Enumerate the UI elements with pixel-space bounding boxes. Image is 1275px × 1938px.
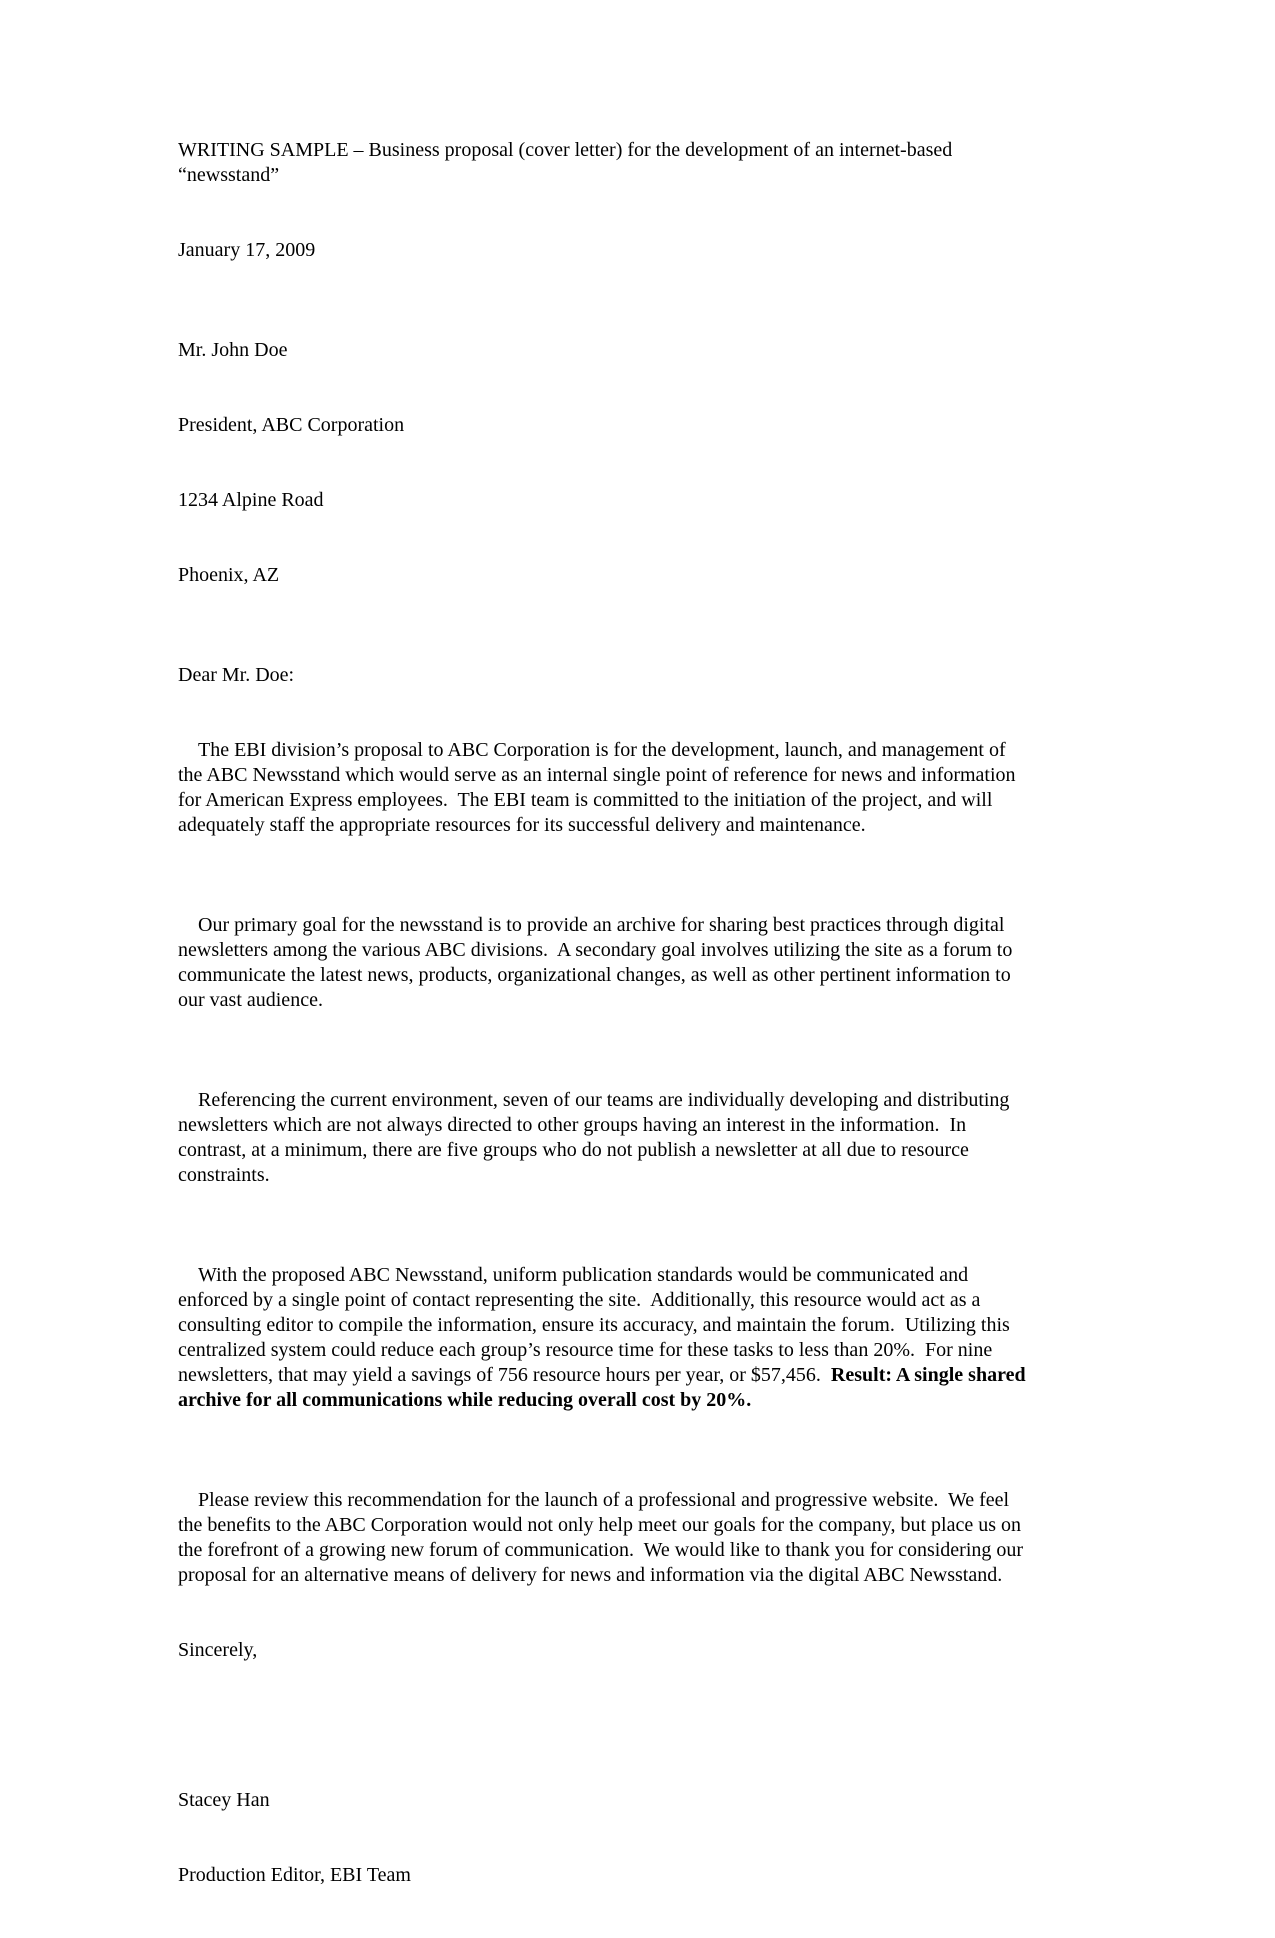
body-paragraph-1 xyxy=(178,713,1030,863)
body-paragraph-4 xyxy=(178,1238,1030,1438)
recipient-title: President, ABC Corporation xyxy=(178,414,405,436)
body-paragraph-5 xyxy=(178,1463,1030,1613)
paragraph-text: Please review this recommendation for the launch of a professional and progressive website. We feel the benefits to the ABC Corporation would not only help meet our goals for the company, but place us on the forefront of a growing new forum of communication. We would like to thank you for considering our proposal for an alternative means of delivery for news and information via the digital ABC Newsstand. xyxy=(178,1489,1029,1586)
signature-name: Stacey Han xyxy=(178,1789,270,1811)
recipient-name: Mr. John Doe xyxy=(178,339,288,361)
salutation: Dear Mr. Doe: xyxy=(178,664,295,686)
closing: Sincerely, xyxy=(178,1639,258,1661)
recipient-city: Phoenix, AZ xyxy=(178,564,280,586)
recipient-address-block xyxy=(178,288,1030,638)
body-paragraph-3 xyxy=(178,1063,1030,1213)
body-paragraph-2 xyxy=(178,888,1030,1038)
letter-date: January 17, 2009 xyxy=(178,239,316,261)
signature-block xyxy=(178,1738,1030,1938)
recipient-street: 1234 Alpine Road xyxy=(178,489,324,511)
paragraph-text: Referencing the current environment, seven of our teams are individually developing and distributing newsletters which are not always directed to other groups having an interest in the information. In contrast, at a minimum, there are five groups who do not publish a newsletter at all due to resource constraints. xyxy=(178,1089,1015,1186)
paragraph-text: The EBI division’s proposal to ABC Corporation is for the development, launch, and management of the ABC Newsstand which would serve as an internal single point of reference for news and information for American Express employees. The EBI team is committed to the initiation of the project, and will adequately staff the appropriate resources for its successful delivery and maintenance. xyxy=(178,739,1021,836)
signature-title: Production Editor, EBI Team xyxy=(178,1864,411,1886)
paragraph-text: Our primary goal for the newsstand is to provide an archive for sharing best practices through digital newsletters among the various ABC divisions. A secondary goal involves utilizing the site as a forum to communicate the latest news, products, organizational changes, as well as other pertinent information to our vast audience. xyxy=(178,914,1018,1011)
paragraph-bold-result: Result: A single shared archive for all communications while reducing overall cost by 20%. xyxy=(178,1364,1031,1411)
document-heading: WRITING SAMPLE – Business proposal (cover letter) for the development of an internet-based “newsstand” xyxy=(178,139,958,186)
paragraph-text: With the proposed ABC Newsstand, uniform publication standards would be communicated and enforced by a single point of contact representing the site. Additionally, this resource would act as a consulting editor to compile the information, ensure its accuracy, and maintain the forum. Utilizing this centralized system could reduce each group’s resource time for these tasks to less than 20%. For nine newsletters, that may yield a savings of 756 resource hours per year, or $57,456. xyxy=(178,1264,1015,1386)
